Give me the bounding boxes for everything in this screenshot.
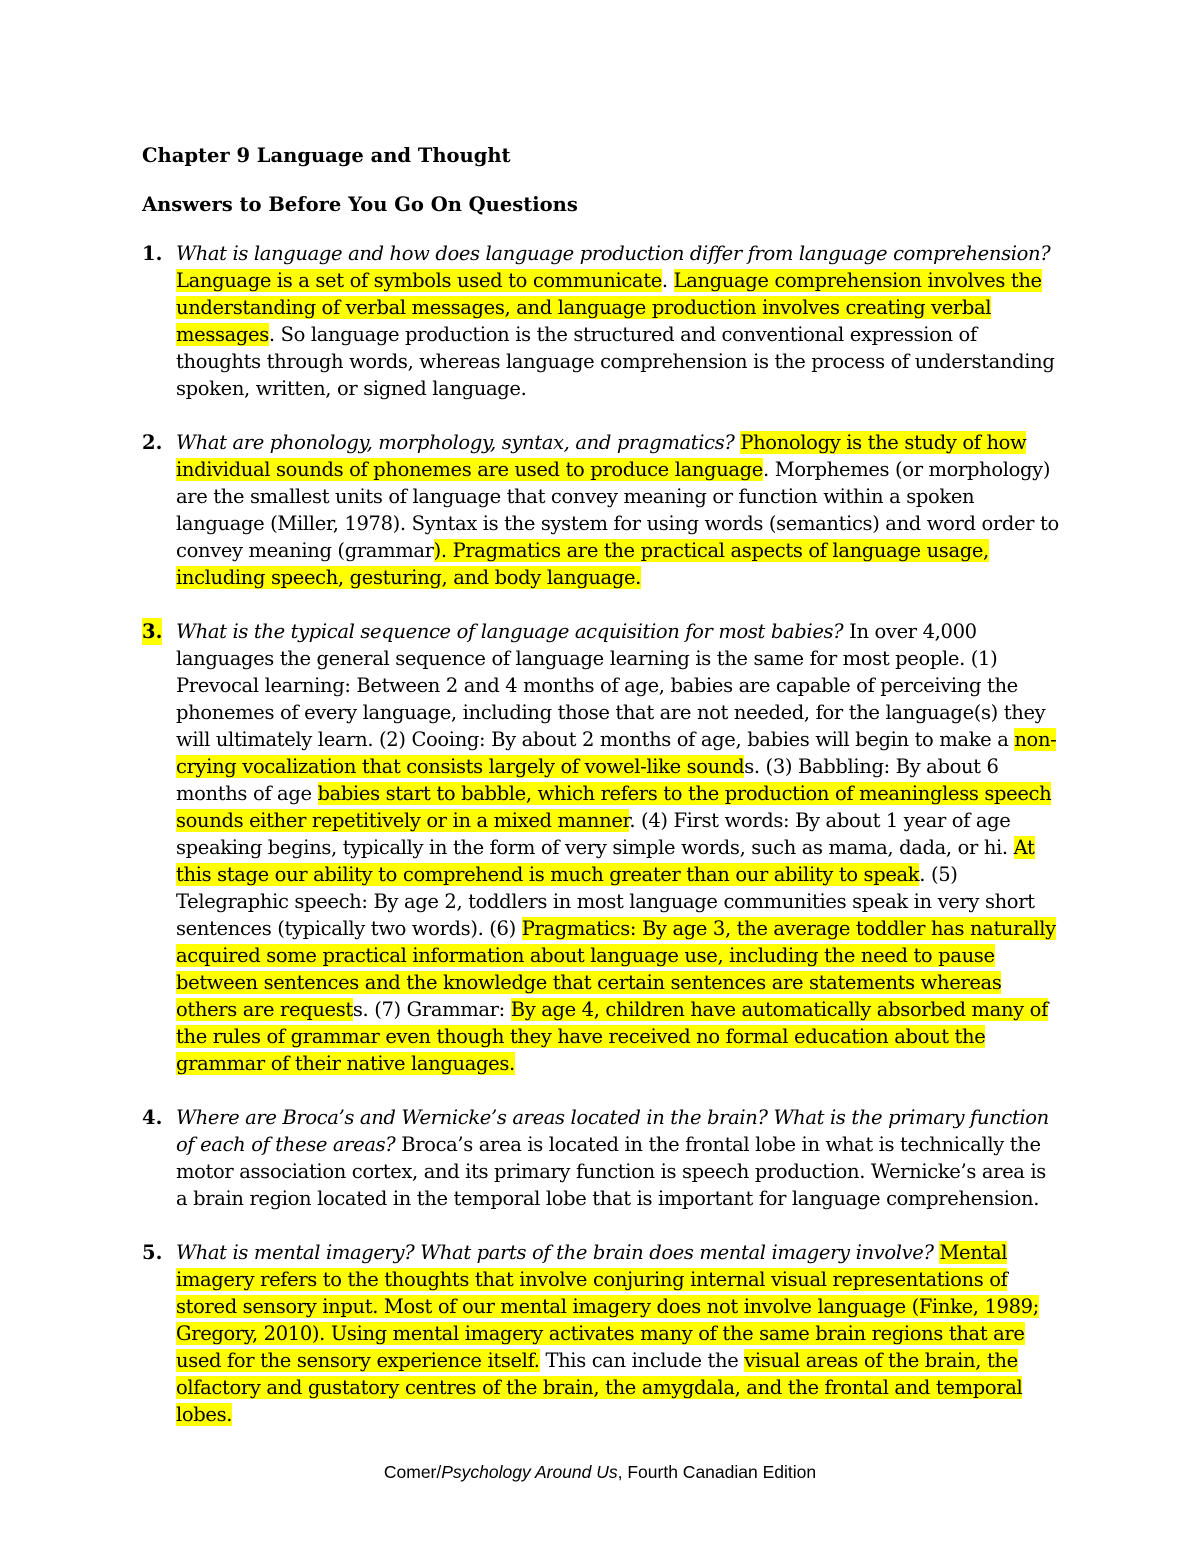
question-number: 1. bbox=[142, 242, 163, 265]
highlighted-answer-segment: Phonology is the study of how individual sounds of phonemes are used to produce language bbox=[176, 431, 1027, 481]
highlighted-answer-segment: Language comprehension involves the understanding of verbal messages, and language production involves creating verbal messages bbox=[176, 269, 1042, 346]
highlighted-answer-segment: ). Pragmatics are the practical aspects of language usage, including speech, gesturing, and body language. bbox=[176, 539, 989, 589]
question-number: 5. bbox=[142, 1241, 163, 1264]
question-number: 2. bbox=[142, 431, 163, 454]
page-footer bbox=[0, 1461, 1200, 1483]
highlighted-answer-segment: babies start to babble, which refers to the production of meaningless speech sounds either repetitively or in a mixed manner bbox=[176, 782, 1052, 832]
highlighted-answer-segment: Pragmatics: By age 3, the average toddler has naturally acquired some practical information about language use, including the need to pause between sentences and the knowledge that certain sentences are statements whereas others are request bbox=[176, 917, 1056, 1021]
answer-segment: In over 4,000 languages the general sequence of language learning is the same for most people. (1) Prevocal learning: Between 2 and 4 months of age, babies are capable of perceiving the phonemes of every language, including those that are not needed, for the language(s) they will ultimately learn. (2) Cooing: By about 2 months of age, babies will begin to make a bbox=[176, 620, 1046, 751]
question-text: What is language and how does language production differ from language comprehension? bbox=[176, 242, 1051, 265]
question-text: What are phonology, morphology, syntax, and pragmatics? bbox=[176, 431, 735, 454]
answer-text bbox=[176, 620, 1056, 1075]
answer-segment: . bbox=[661, 269, 674, 292]
question-item-2 bbox=[142, 429, 1062, 591]
footer-edition: , Fourth Canadian Edition bbox=[617, 1462, 817, 1482]
answer-text bbox=[176, 269, 1054, 400]
answer-segment: s. (3) Babbling: By about 6 months of age bbox=[176, 755, 999, 805]
answer-text bbox=[176, 1241, 1039, 1426]
answer-segment: This can include the bbox=[539, 1349, 745, 1372]
chapter-title: Chapter 9 Language and Thought bbox=[142, 144, 511, 167]
answer-text bbox=[176, 431, 1059, 589]
question-text: Where are Broca’s and Wernicke’s areas located in the brain? What is the primary function of each of these areas? bbox=[176, 1106, 1049, 1156]
question-text: What is the typical sequence of language acquisition for most babies? bbox=[176, 620, 844, 643]
footer-author: Comer/ bbox=[383, 1462, 442, 1482]
answer-segment: s. (7) Grammar: bbox=[352, 998, 511, 1021]
highlighted-answer-segment: Language is a set of symbols used to communicate bbox=[176, 269, 662, 292]
question-item-3 bbox=[142, 618, 1062, 1077]
footer-book-title: Psychology Around Us bbox=[441, 1462, 618, 1482]
highlighted-answer-segment: By age 4, children have automatically absorbed many of the rules of grammar even though they have received no formal education about the grammar of their native languages. bbox=[176, 998, 1048, 1075]
question-item-5 bbox=[142, 1239, 1062, 1428]
answer-segment: . (5) Telegraphic speech: By age 2, toddlers in most language communities speak in very short sentences (typically two words). (6) bbox=[176, 863, 1035, 940]
highlighted-answer-segment: Mental imagery refers to the thoughts that involve conjuring internal visual representations of stored sensory input. Most of our mental imagery does not involve language (Finke, 1989; Gregory, 2010). Using mental imagery activates many of the same brain regions that are used for the sensory experience itself. bbox=[176, 1241, 1039, 1372]
answer-segment: Broca’s area is located in the frontal lobe in what is technically the motor association cortex, and its primary function is speech production. Wernicke’s area is a brain region located in the temporal lobe that is important for language comprehension. bbox=[176, 1133, 1046, 1210]
answer-segment: . (4) First words: By about 1 year of age speaking begins, typically in the form of very simple words, such as mama, dada, or hi. bbox=[176, 809, 1014, 859]
highlighted-answer-segment: visual areas of the brain, the olfactory and gustatory centres of the brain, the amygdala, and the frontal and temporal lobes. bbox=[176, 1349, 1023, 1426]
question-list bbox=[142, 240, 1062, 1428]
question-item-4 bbox=[142, 1104, 1062, 1212]
question-number: 4. bbox=[142, 1106, 163, 1129]
document-page bbox=[142, 142, 1062, 1455]
highlighted-answer-segment: At this stage our ability to comprehend is much greater than our ability to speak bbox=[176, 836, 1035, 886]
answer-segment: . Morphemes (or morphology) are the smallest units of language that convey meaning or function within a spoken language (Miller, 1978). Syntax is the system for using words (semantics) and word order to convey meaning (grammar bbox=[176, 458, 1059, 562]
section-subtitle: Answers to Before You Go On Questions bbox=[142, 193, 578, 216]
question-item-1 bbox=[142, 240, 1062, 402]
highlighted-answer-segment: non-crying vocalization that consists largely of vowel-like sound bbox=[176, 728, 1057, 778]
answer-segment: . So language production is the structured and conventional expression of thoughts through words, whereas language comprehension is the process of understanding spoken, written, or signed language. bbox=[176, 323, 1055, 400]
question-number: 3. bbox=[142, 620, 163, 643]
question-text: What is mental imagery? What parts of the brain does mental imagery involve? bbox=[176, 1241, 934, 1264]
